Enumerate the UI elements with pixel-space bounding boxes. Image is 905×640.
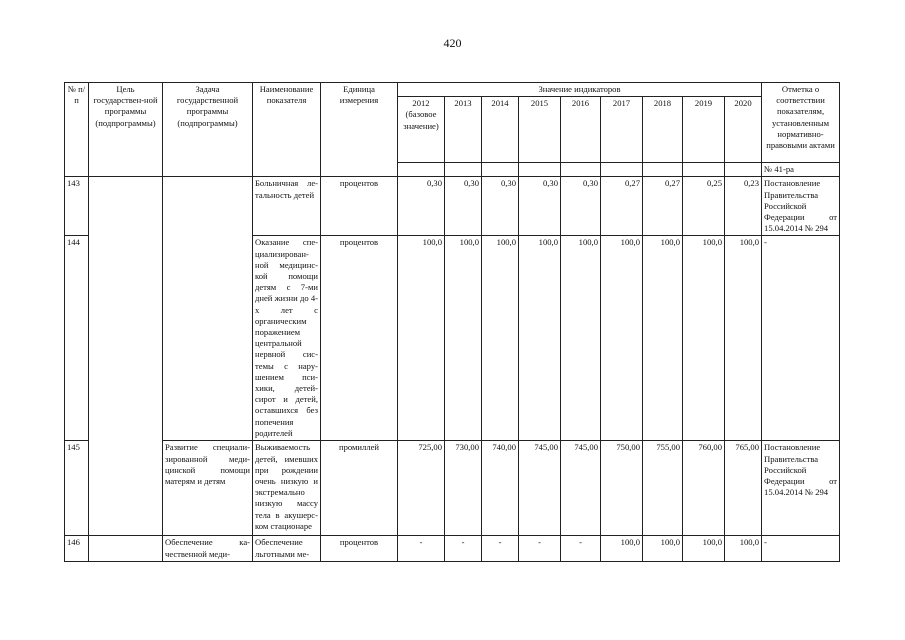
note-cell: Постановление Правительства Российской Федерации от 15.04.2014 № 294 (762, 177, 840, 236)
indicator-cell: Выживаемость детей, имевших при рождении очень низкую и экстремально низкую массу тела в акушерс-ком стационаре (253, 441, 321, 536)
value-cell: 100,0 (398, 236, 445, 441)
value-cell: 100,0 (561, 236, 601, 441)
value-cell: 100,0 (519, 236, 561, 441)
note-cell: - (762, 236, 840, 441)
value-cell: 100,0 (683, 236, 725, 441)
value-cell: - (519, 536, 561, 561)
value-cell: 765,00 (725, 441, 762, 536)
task-cell: Развитие специали-зированной меди-цинской помощи матерям и детям (163, 441, 253, 536)
header-year-2012: 2012 (базовое значение) (398, 97, 445, 163)
value-cell: 730,00 (445, 441, 482, 536)
row-num: 145 (65, 441, 89, 536)
value-cell: 100,0 (601, 536, 643, 561)
value-cell: 100,0 (725, 536, 762, 561)
carry-note: № 41-ра (762, 163, 840, 177)
table-row (65, 536, 840, 561)
header-task: Задача государственной программы (подпрограммы) (163, 83, 253, 177)
header-note: Отметка о соответствии показателям, установленным нормативно-правовыми актами (762, 83, 840, 163)
header-year-2020: 2020 (725, 97, 762, 163)
goal-cell (89, 177, 163, 536)
goal-cell (89, 536, 163, 561)
value-cell: 100,0 (725, 236, 762, 441)
header-num: № п/п (65, 83, 89, 177)
value-cell: - (398, 536, 445, 561)
unit-cell: процентов (321, 536, 398, 561)
value-cell: 760,00 (683, 441, 725, 536)
indicator-cell: Оказание спе-циализирован-ной медицинс-кой помощи детям с 7-ми дней жизни до 4-х лет с органическим поражением центральной нервной сис-темы с нару-шением пси-хики, детей-сирот и детей, оставшихся без попечения родителей (253, 236, 321, 441)
value-cell: 0,30 (445, 177, 482, 236)
task-cell (163, 177, 253, 441)
value-cell: 100,0 (683, 536, 725, 561)
unit-cell: процентов (321, 236, 398, 441)
value-cell: 100,0 (643, 236, 683, 441)
task-cell: Обеспечение ка-чественной меди- (163, 536, 253, 561)
value-cell: - (445, 536, 482, 561)
header-indicator: Наименование показателя (253, 83, 321, 177)
unit-cell: промиллей (321, 441, 398, 536)
header-year-2019: 2019 (683, 97, 725, 163)
value-cell: 0,30 (519, 177, 561, 236)
value-cell: - (482, 536, 519, 561)
value-cell: 0,27 (601, 177, 643, 236)
header-year-2017: 2017 (601, 97, 643, 163)
value-cell: 100,0 (601, 236, 643, 441)
header-year-2013: 2013 (445, 97, 482, 163)
indicators-table (64, 82, 840, 562)
value-cell: 745,00 (561, 441, 601, 536)
row-num: 144 (65, 236, 89, 441)
value-cell: - (561, 536, 601, 561)
header-year-2018: 2018 (643, 97, 683, 163)
indicator-cell: Больничная ле-тальность детей (253, 177, 321, 236)
header-values-group: Значение индикаторов (398, 83, 762, 97)
table-row (65, 441, 840, 536)
header-year-2016: 2016 (561, 97, 601, 163)
header-unit: Единица измерения (321, 83, 398, 177)
table-row (65, 177, 840, 236)
value-cell: 100,0 (482, 236, 519, 441)
header-row-top (65, 83, 840, 97)
header-goal: Цель государствен-ной программы (подпрограммы) (89, 83, 163, 177)
value-cell: 725,00 (398, 441, 445, 536)
header-year-2015: 2015 (519, 97, 561, 163)
page-number: 420 (443, 36, 462, 50)
value-cell: 750,00 (601, 441, 643, 536)
value-cell: 0,30 (482, 177, 519, 236)
value-cell: 740,00 (482, 441, 519, 536)
value-cell: 0,30 (561, 177, 601, 236)
note-cell: Постановление Правительства Российской Федерации от 15.04.2014 № 294 (762, 441, 840, 536)
value-cell: 0,23 (725, 177, 762, 236)
value-cell: 100,0 (643, 536, 683, 561)
unit-cell: процентов (321, 177, 398, 236)
note-cell: - (762, 536, 840, 561)
header-year-2014: 2014 (482, 97, 519, 163)
value-cell: 745,00 (519, 441, 561, 536)
row-num: 146 (65, 536, 89, 561)
indicator-cell: Обеспечение льготными ме- (253, 536, 321, 561)
value-cell: 0,25 (683, 177, 725, 236)
value-cell: 100,0 (445, 236, 482, 441)
value-cell: 0,30 (398, 177, 445, 236)
row-num: 143 (65, 177, 89, 236)
value-cell: 0,27 (643, 177, 683, 236)
value-cell: 755,00 (643, 441, 683, 536)
